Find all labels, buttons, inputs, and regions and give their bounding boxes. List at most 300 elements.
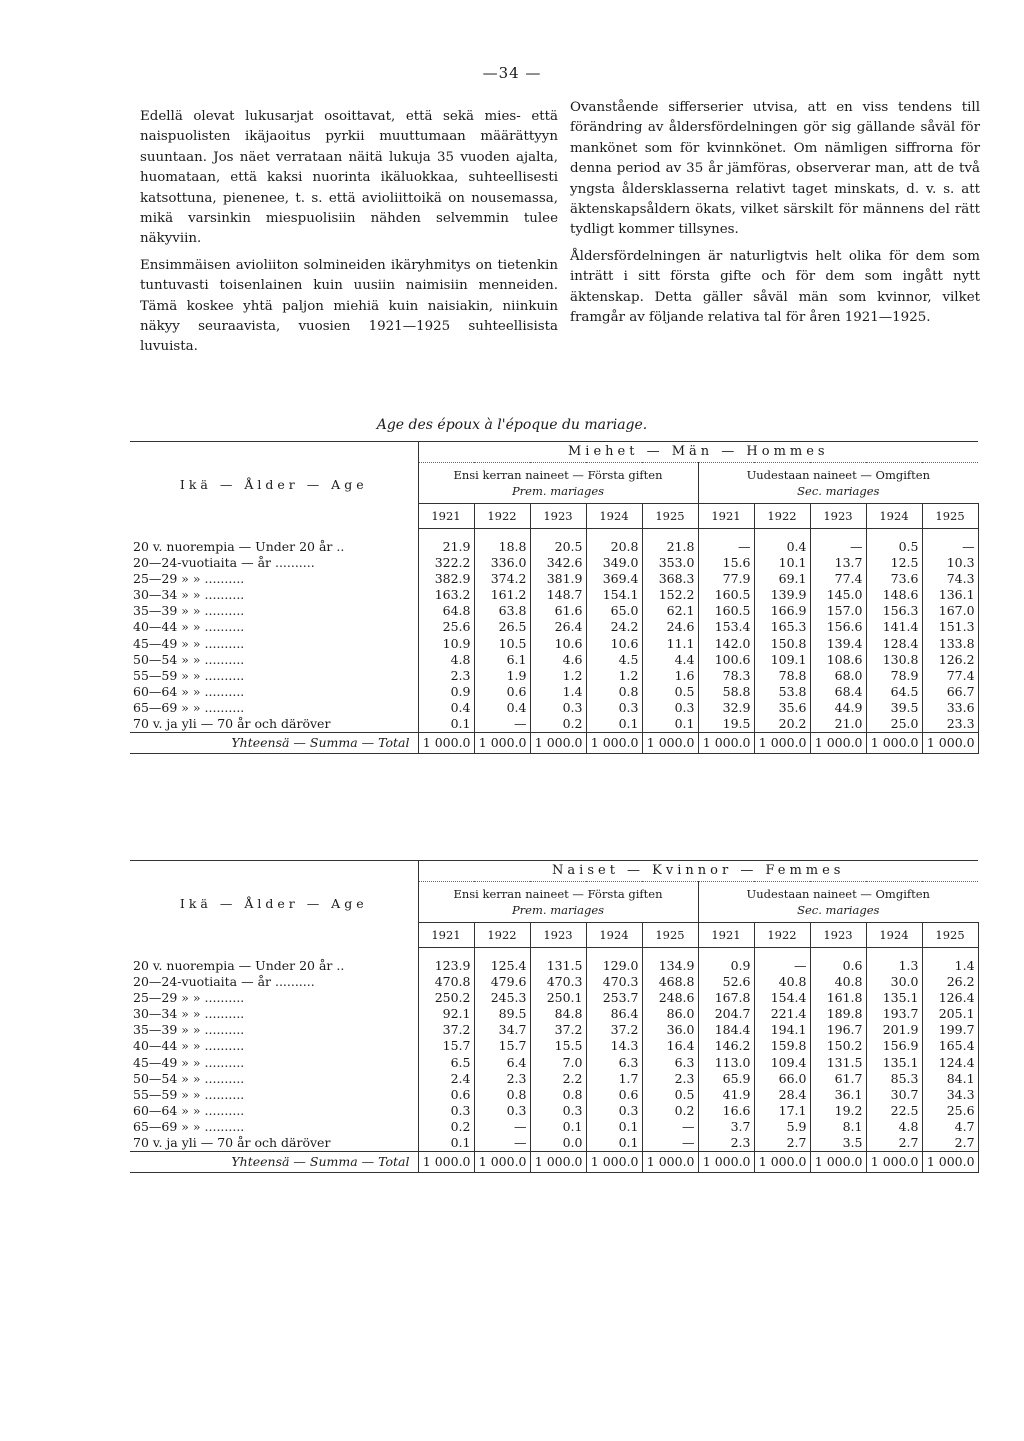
- year-header: 1924: [586, 923, 642, 948]
- age-group-label: 65—69 » » ..........: [130, 1119, 418, 1135]
- value-cell: —: [754, 958, 810, 974]
- value-cell: 0.2: [642, 1103, 698, 1119]
- remarriage-label: Uudestaan naineet — Omgiften: [746, 468, 930, 482]
- total-cell: 1 000.0: [586, 1152, 642, 1173]
- table-row: [130, 668, 978, 684]
- age-group-label: 50—54 » » ..........: [130, 652, 418, 668]
- value-cell: 250.1: [530, 990, 586, 1006]
- value-cell: 10.5: [474, 636, 530, 652]
- value-cell: 0.6: [418, 1087, 474, 1103]
- women-age-table: [130, 860, 979, 1173]
- value-cell: 15.6: [698, 555, 754, 571]
- total-row: [130, 733, 978, 754]
- value-cell: 10.6: [530, 636, 586, 652]
- value-cell: 193.7: [866, 1006, 922, 1022]
- men-remarriage-header: [698, 463, 978, 504]
- value-cell: 0.4: [754, 539, 810, 555]
- value-cell: 85.3: [866, 1071, 922, 1087]
- value-cell: 194.1: [754, 1022, 810, 1038]
- value-cell: 156.9: [866, 1038, 922, 1054]
- value-cell: 201.9: [866, 1022, 922, 1038]
- value-cell: 349.0: [586, 555, 642, 571]
- value-cell: 374.2: [474, 571, 530, 587]
- value-cell: 0.1: [418, 1135, 474, 1152]
- value-cell: 69.1: [754, 571, 810, 587]
- value-cell: 100.6: [698, 652, 754, 668]
- value-cell: 37.2: [418, 1022, 474, 1038]
- men-title: Miehet — Män — Hommes: [418, 442, 978, 463]
- value-cell: 0.1: [586, 1119, 642, 1135]
- value-cell: —: [642, 1135, 698, 1152]
- value-cell: 3.5: [810, 1135, 866, 1152]
- value-cell: 4.5: [586, 652, 642, 668]
- value-cell: 129.0: [586, 958, 642, 974]
- value-cell: 150.8: [754, 636, 810, 652]
- remarriage-label: Uudestaan naineet — Omgiften: [746, 887, 930, 901]
- value-cell: 58.8: [698, 684, 754, 700]
- value-cell: 139.9: [754, 587, 810, 603]
- value-cell: 1.2: [530, 668, 586, 684]
- age-group-label: 25—29 » » ..........: [130, 571, 418, 587]
- value-cell: 15.7: [418, 1038, 474, 1054]
- value-cell: 5.9: [754, 1119, 810, 1135]
- first-marriage-fr-label: Prem. mariages: [511, 484, 605, 498]
- value-cell: 253.7: [586, 990, 642, 1006]
- value-cell: 25.6: [418, 619, 474, 635]
- value-cell: 0.1: [642, 716, 698, 733]
- value-cell: 148.7: [530, 587, 586, 603]
- value-cell: 0.1: [530, 1119, 586, 1135]
- value-cell: 368.3: [642, 571, 698, 587]
- table-row: [130, 958, 978, 974]
- value-cell: 4.7: [922, 1119, 978, 1135]
- year-header: 1923: [810, 923, 866, 948]
- value-cell: 21.0: [810, 716, 866, 733]
- value-cell: —: [922, 539, 978, 555]
- value-cell: 151.3: [922, 619, 978, 635]
- total-cell: 1 000.0: [418, 1152, 474, 1173]
- value-cell: 150.2: [810, 1038, 866, 1054]
- value-cell: 13.7: [810, 555, 866, 571]
- value-cell: 113.0: [698, 1055, 754, 1071]
- value-cell: 382.9: [418, 571, 474, 587]
- age-header-label: Ikä — Ålder — Age: [179, 896, 368, 912]
- year-header: 1921: [698, 504, 754, 529]
- value-cell: 73.6: [866, 571, 922, 587]
- age-group-label: 60—64 » » ..........: [130, 1103, 418, 1119]
- total-cell: 1 000.0: [530, 733, 586, 754]
- value-cell: 0.2: [530, 716, 586, 733]
- value-cell: 65.0: [586, 603, 642, 619]
- value-cell: 37.2: [530, 1022, 586, 1038]
- remarriage-fr-label: Sec. mariages: [797, 484, 880, 498]
- value-cell: 0.3: [642, 700, 698, 716]
- value-cell: 40.8: [810, 974, 866, 990]
- value-cell: 28.4: [754, 1087, 810, 1103]
- value-cell: 0.3: [586, 1103, 642, 1119]
- value-cell: 248.6: [642, 990, 698, 1006]
- value-cell: 167.8: [698, 990, 754, 1006]
- finnish-text-column: [140, 107, 558, 364]
- value-cell: 141.4: [866, 619, 922, 635]
- value-cell: 2.7: [754, 1135, 810, 1152]
- value-cell: 165.4: [922, 1038, 978, 1054]
- value-cell: 152.2: [642, 587, 698, 603]
- value-cell: 2.7: [866, 1135, 922, 1152]
- value-cell: 0.2: [418, 1119, 474, 1135]
- value-cell: 131.5: [530, 958, 586, 974]
- age-group-label: 20 v. nuorempia — Under 20 år ..: [130, 958, 418, 974]
- value-cell: 1.6: [642, 668, 698, 684]
- value-cell: 0.4: [474, 700, 530, 716]
- value-cell: 221.4: [754, 1006, 810, 1022]
- value-cell: 52.6: [698, 974, 754, 990]
- value-cell: 35.6: [754, 700, 810, 716]
- value-cell: 0.9: [698, 958, 754, 974]
- value-cell: 24.6: [642, 619, 698, 635]
- value-cell: 84.1: [922, 1071, 978, 1087]
- value-cell: 20.5: [530, 539, 586, 555]
- value-cell: 10.6: [586, 636, 642, 652]
- value-cell: 468.8: [642, 974, 698, 990]
- value-cell: 156.6: [810, 619, 866, 635]
- value-cell: 479.6: [474, 974, 530, 990]
- value-cell: 20.2: [754, 716, 810, 733]
- value-cell: 0.6: [810, 958, 866, 974]
- value-cell: 68.4: [810, 684, 866, 700]
- value-cell: 163.2: [418, 587, 474, 603]
- year-header: 1924: [866, 923, 922, 948]
- value-cell: 108.6: [810, 652, 866, 668]
- year-header: 1922: [754, 504, 810, 529]
- age-header: [130, 442, 418, 529]
- value-cell: 86.0: [642, 1006, 698, 1022]
- total-cell: 1 000.0: [698, 733, 754, 754]
- value-cell: 77.9: [698, 571, 754, 587]
- value-cell: 17.1: [754, 1103, 810, 1119]
- value-cell: 6.4: [474, 1055, 530, 1071]
- value-cell: 128.4: [866, 636, 922, 652]
- value-cell: 0.6: [474, 684, 530, 700]
- age-group-label: 25—29 » » ..........: [130, 990, 418, 1006]
- table-row: [130, 652, 978, 668]
- value-cell: 68.0: [810, 668, 866, 684]
- value-cell: 21.8: [642, 539, 698, 555]
- age-group-label: 55—59 » » ..........: [130, 668, 418, 684]
- value-cell: 148.6: [866, 587, 922, 603]
- total-label: Yhteensä — Summa — Total: [130, 1152, 418, 1173]
- value-cell: 196.7: [810, 1022, 866, 1038]
- value-cell: 6.3: [642, 1055, 698, 1071]
- table-row: [130, 1119, 978, 1135]
- value-cell: 154.4: [754, 990, 810, 1006]
- total-cell: 1 000.0: [474, 733, 530, 754]
- value-cell: 2.3: [698, 1135, 754, 1152]
- value-cell: 0.5: [642, 1087, 698, 1103]
- value-cell: 20.8: [586, 539, 642, 555]
- value-cell: 0.4: [418, 700, 474, 716]
- value-cell: 4.6: [530, 652, 586, 668]
- value-cell: 78.3: [698, 668, 754, 684]
- age-group-label: 20—24-vuotiaita — år ..........: [130, 974, 418, 990]
- value-cell: 10.9: [418, 636, 474, 652]
- value-cell: 37.2: [586, 1022, 642, 1038]
- year-header: 1923: [530, 504, 586, 529]
- remarriage-fr-label: Sec. mariages: [797, 903, 880, 917]
- table-row: [130, 1135, 978, 1152]
- value-cell: 0.3: [586, 700, 642, 716]
- year-header: 1924: [586, 504, 642, 529]
- value-cell: 22.5: [866, 1103, 922, 1119]
- age-group-label: 35—39 » » ..........: [130, 1022, 418, 1038]
- value-cell: 353.0: [642, 555, 698, 571]
- value-cell: 84.8: [530, 1006, 586, 1022]
- value-cell: 126.4: [922, 990, 978, 1006]
- table-row: [130, 539, 978, 555]
- value-cell: 322.2: [418, 555, 474, 571]
- value-cell: —: [642, 1119, 698, 1135]
- year-header: 1925: [922, 923, 978, 948]
- table-row: [130, 1055, 978, 1071]
- value-cell: 0.9: [418, 684, 474, 700]
- total-cell: 1 000.0: [418, 733, 474, 754]
- value-cell: 0.5: [642, 684, 698, 700]
- value-cell: 4.8: [866, 1119, 922, 1135]
- total-cell: 1 000.0: [754, 733, 810, 754]
- total-cell: 1 000.0: [530, 1152, 586, 1173]
- value-cell: 23.3: [922, 716, 978, 733]
- value-cell: 24.2: [586, 619, 642, 635]
- table-row: [130, 1103, 978, 1119]
- value-cell: 0.1: [586, 716, 642, 733]
- value-cell: 64.5: [866, 684, 922, 700]
- swedish-text-column: [570, 98, 980, 334]
- age-group-label: 40—44 » » ..........: [130, 619, 418, 635]
- value-cell: 66.7: [922, 684, 978, 700]
- age-group-label: 20—24-vuotiaita — år ..........: [130, 555, 418, 571]
- value-cell: 34.7: [474, 1022, 530, 1038]
- value-cell: 8.1: [810, 1119, 866, 1135]
- value-cell: 184.4: [698, 1022, 754, 1038]
- value-cell: 199.7: [922, 1022, 978, 1038]
- men-age-table: [130, 441, 979, 754]
- value-cell: 0.5: [866, 539, 922, 555]
- table-row: [130, 1006, 978, 1022]
- age-group-label: 55—59 » » ..........: [130, 1087, 418, 1103]
- table-row: [130, 587, 978, 603]
- value-cell: 161.8: [810, 990, 866, 1006]
- age-group-label: 70 v. ja yli — 70 år och däröver: [130, 716, 418, 733]
- table-caption: Age des époux à l'époque du mariage.: [376, 417, 648, 433]
- value-cell: 1.3: [866, 958, 922, 974]
- table-row: [130, 1022, 978, 1038]
- year-header: 1923: [530, 923, 586, 948]
- value-cell: 78.9: [866, 668, 922, 684]
- value-cell: 19.5: [698, 716, 754, 733]
- women-title: Naiset — Kvinnor — Femmes: [418, 861, 978, 882]
- age-group-label: 40—44 » » ..........: [130, 1038, 418, 1054]
- value-cell: 0.1: [418, 716, 474, 733]
- age-group-label: 45—49 » » ..........: [130, 1055, 418, 1071]
- age-group-label: 70 v. ja yli — 70 år och däröver: [130, 1135, 418, 1152]
- value-cell: 125.4: [474, 958, 530, 974]
- value-cell: 131.5: [810, 1055, 866, 1071]
- value-cell: 0.8: [530, 1087, 586, 1103]
- value-cell: 6.3: [586, 1055, 642, 1071]
- total-cell: 1 000.0: [642, 733, 698, 754]
- value-cell: 161.2: [474, 587, 530, 603]
- table-row: [130, 684, 978, 700]
- value-cell: 381.9: [530, 571, 586, 587]
- value-cell: 64.8: [418, 603, 474, 619]
- year-header: 1921: [418, 923, 474, 948]
- value-cell: 89.5: [474, 1006, 530, 1022]
- age-group-label: 65—69 » » ..........: [130, 700, 418, 716]
- table-row: [130, 636, 978, 652]
- table-row: [130, 1087, 978, 1103]
- age-group-label: 45—49 » » ..........: [130, 636, 418, 652]
- value-cell: 145.0: [810, 587, 866, 603]
- table-row: [130, 603, 978, 619]
- value-cell: 39.5: [866, 700, 922, 716]
- value-cell: 2.4: [418, 1071, 474, 1087]
- value-cell: 25.0: [866, 716, 922, 733]
- finnish-paragraph-1: Edellä olevat lukusarjat osoittavat, että sekä mies- että naispuolisten ikäjaoitus pyrkii muuttumaan määrättyyn suuntaan. Jos näet verrataan näitä lukuja 35 vuoden ajalta, huomataan, että kaksi nuorinta ikäluokkaa, suhteellisesti katsottuna, pienenee, t. s. että avioliittoikä on nousemassa, mikä varsinkin miespuolisiin nähden selvemmin tulee näkyviin.: [140, 109, 558, 247]
- age-header: [130, 861, 418, 948]
- value-cell: 154.1: [586, 587, 642, 603]
- value-cell: —: [698, 539, 754, 555]
- value-cell: 1.7: [586, 1071, 642, 1087]
- value-cell: 160.5: [698, 603, 754, 619]
- value-cell: —: [474, 716, 530, 733]
- value-cell: 0.3: [474, 1103, 530, 1119]
- year-header: 1921: [698, 923, 754, 948]
- value-cell: 63.8: [474, 603, 530, 619]
- value-cell: 130.8: [866, 652, 922, 668]
- table-row: [130, 1038, 978, 1054]
- total-cell: 1 000.0: [866, 733, 922, 754]
- value-cell: 11.1: [642, 636, 698, 652]
- value-cell: 470.3: [586, 974, 642, 990]
- value-cell: 2.3: [642, 1071, 698, 1087]
- value-cell: 16.4: [642, 1038, 698, 1054]
- value-cell: 33.6: [922, 700, 978, 716]
- value-cell: 6.1: [474, 652, 530, 668]
- value-cell: 30.7: [866, 1087, 922, 1103]
- value-cell: 0.3: [530, 1103, 586, 1119]
- year-header: 1925: [642, 923, 698, 948]
- year-header: 1924: [866, 504, 922, 529]
- table-row: [130, 555, 978, 571]
- value-cell: 16.6: [698, 1103, 754, 1119]
- women-first-marriage-header: [418, 882, 698, 923]
- value-cell: 470.3: [530, 974, 586, 990]
- value-cell: 18.8: [474, 539, 530, 555]
- table-row: [130, 990, 978, 1006]
- value-cell: 26.4: [530, 619, 586, 635]
- value-cell: 4.4: [642, 652, 698, 668]
- year-header: 1923: [810, 504, 866, 529]
- value-cell: 135.1: [866, 990, 922, 1006]
- value-cell: 142.0: [698, 636, 754, 652]
- first-marriage-label: Ensi kerran naineet — Första giften: [453, 468, 663, 482]
- value-cell: 3.7: [698, 1119, 754, 1135]
- value-cell: 30.0: [866, 974, 922, 990]
- value-cell: 26.2: [922, 974, 978, 990]
- value-cell: 153.4: [698, 619, 754, 635]
- value-cell: 336.0: [474, 555, 530, 571]
- age-header-label: Ikä — Ålder — Age: [179, 477, 368, 493]
- value-cell: 0.6: [586, 1087, 642, 1103]
- table-row: [130, 716, 978, 733]
- value-cell: 10.1: [754, 555, 810, 571]
- value-cell: 166.9: [754, 603, 810, 619]
- total-row: [130, 1152, 978, 1173]
- total-cell: 1 000.0: [922, 1152, 978, 1173]
- age-group-label: 30—34 » » ..........: [130, 1006, 418, 1022]
- value-cell: 2.2: [530, 1071, 586, 1087]
- table-row: [130, 1071, 978, 1087]
- value-cell: 134.9: [642, 958, 698, 974]
- value-cell: 0.1: [586, 1135, 642, 1152]
- finnish-paragraph-2: Ensimmäisen avioliiton solmineiden ikäryhmitys on tietenkin tuntuvasti toisenlainen kuin uusiin naimisiin menneiden. Tämä koskee yhtä paljon miehiä kuin naisiakin, niinkuin näkyy seuraavista, vuosien 1921—1925 suhteellisista luvuista.: [140, 257, 558, 355]
- first-marriage-label: Ensi kerran naineet — Första giften: [453, 887, 663, 901]
- value-cell: 19.2: [810, 1103, 866, 1119]
- value-cell: 41.9: [698, 1087, 754, 1103]
- value-cell: 205.1: [922, 1006, 978, 1022]
- value-cell: 342.6: [530, 555, 586, 571]
- value-cell: 204.7: [698, 1006, 754, 1022]
- value-cell: —: [474, 1119, 530, 1135]
- men-first-marriage-header: [418, 463, 698, 504]
- swedish-paragraph-2: Åldersfördelningen är naturligtvis helt olika för dem som inträtt i sitt första gifte och för dem som ingått nytt äktenskap. Detta gäller såväl män som kvinnor, vilket framgår av följande relativa tal för åren 1921—1925.: [570, 248, 980, 326]
- value-cell: 40.8: [754, 974, 810, 990]
- value-cell: 0.3: [530, 700, 586, 716]
- value-cell: 77.4: [810, 571, 866, 587]
- swedish-paragraph-1: Ovanstående sifferserier utvisa, att en viss tendens till förändring av åldersfördelningen gör sig gällande såväl för mankönet som för kvinnkönet. Om nämligen siffrorna för denna period av 35 år jämföras, observerar man, att de två yngsta åldersklasserna relativt taget minskats, d. v. s. att äktenskapsåldern ökats, vilket särskilt för männens del rätt tydligt kommer tillsynes.: [570, 100, 980, 238]
- value-cell: 1.9: [474, 668, 530, 684]
- value-cell: 62.1: [642, 603, 698, 619]
- year-header: 1922: [474, 923, 530, 948]
- year-header: 1922: [754, 923, 810, 948]
- value-cell: 2.3: [418, 668, 474, 684]
- value-cell: 7.0: [530, 1055, 586, 1071]
- total-cell: 1 000.0: [922, 733, 978, 754]
- value-cell: 160.5: [698, 587, 754, 603]
- value-cell: 61.7: [810, 1071, 866, 1087]
- value-cell: 6.5: [418, 1055, 474, 1071]
- value-cell: 32.9: [698, 700, 754, 716]
- value-cell: 0.0: [530, 1135, 586, 1152]
- age-group-label: 60—64 » » ..........: [130, 684, 418, 700]
- total-cell: 1 000.0: [642, 1152, 698, 1173]
- table-row: [130, 571, 978, 587]
- value-cell: 189.8: [810, 1006, 866, 1022]
- value-cell: 1.4: [530, 684, 586, 700]
- value-cell: 44.9: [810, 700, 866, 716]
- first-marriage-fr-label: Prem. mariages: [511, 903, 605, 917]
- value-cell: 53.8: [754, 684, 810, 700]
- value-cell: 109.1: [754, 652, 810, 668]
- value-cell: 109.4: [754, 1055, 810, 1071]
- value-cell: 74.3: [922, 571, 978, 587]
- value-cell: 26.5: [474, 619, 530, 635]
- value-cell: 12.5: [866, 555, 922, 571]
- value-cell: 146.2: [698, 1038, 754, 1054]
- value-cell: 245.3: [474, 990, 530, 1006]
- value-cell: 167.0: [922, 603, 978, 619]
- total-cell: 1 000.0: [810, 733, 866, 754]
